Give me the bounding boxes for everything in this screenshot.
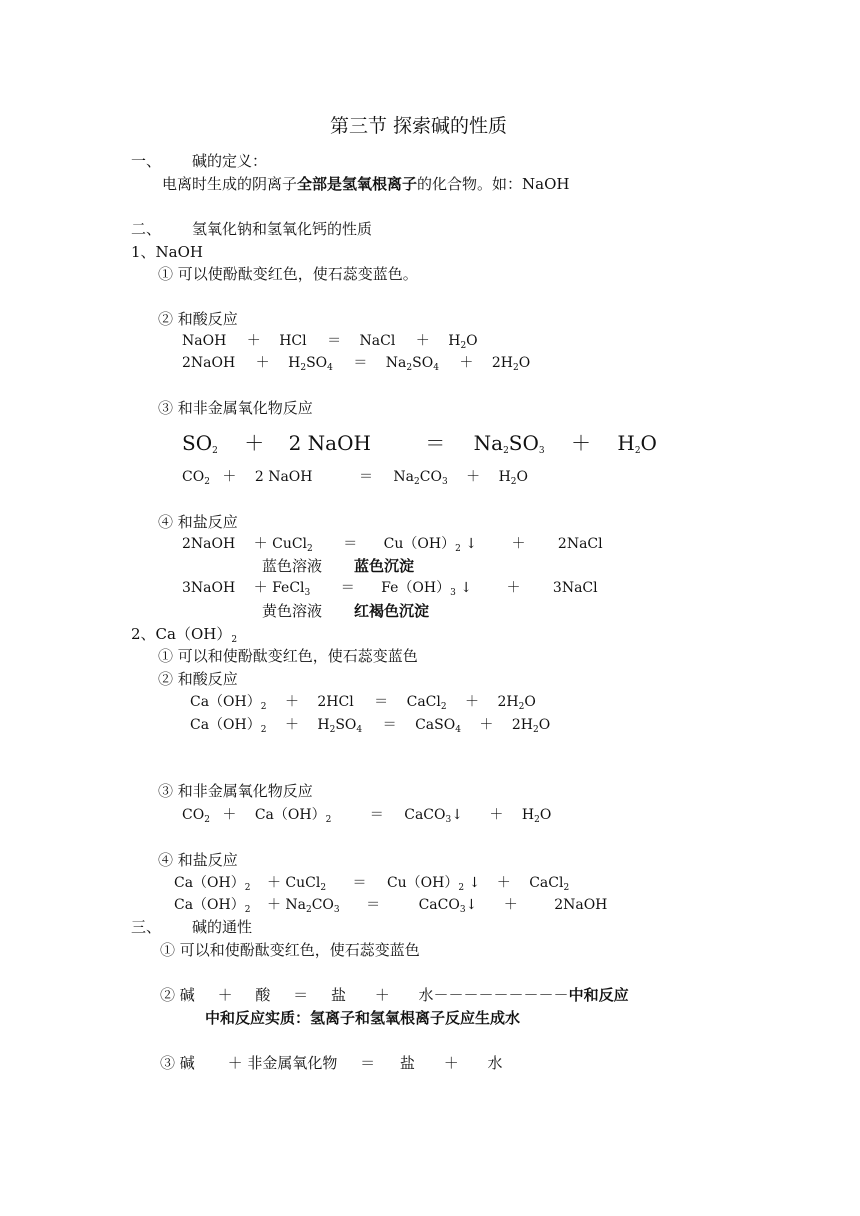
eq-term: ＋ CuCl2	[253, 536, 313, 554]
eq-term: 2NaCl	[557, 536, 603, 552]
eq-term: Na2SO3	[473, 431, 545, 456]
eq-plus: ＋	[459, 355, 474, 371]
eq-equals: ＝	[327, 333, 342, 349]
eq-term: Ca（OH）2	[174, 875, 251, 893]
section-1-heading: 碱的定义：	[192, 152, 268, 170]
eq-term: 2H2O	[491, 355, 531, 373]
eq-term: CaCl2	[406, 694, 447, 712]
section-3-number: 三、	[131, 918, 162, 936]
caoh-property-1: ① 可以和使酚酞变红色，使石蕊变蓝色	[158, 647, 418, 665]
eq-term: Na2SO4	[385, 355, 439, 373]
eq-plus: ＋	[443, 1054, 459, 1072]
eq-term: Fe（OH）3 ↓	[381, 580, 473, 598]
eq-equals: ＝	[366, 897, 381, 913]
naoh-heading: 1、NaOH	[131, 243, 203, 261]
eq-equals: ＝	[425, 431, 446, 455]
page-title: 第三节 探索碱的性质	[330, 115, 508, 137]
eq-term: 2NaOH	[554, 897, 608, 913]
naoh-property-2: ② 和酸反应	[158, 310, 238, 328]
eq-plus: ＋	[466, 469, 481, 485]
eq-term: CO2	[182, 807, 210, 825]
naoh-oxide-equation-2	[182, 467, 528, 492]
eq-term: H2SO4	[288, 355, 333, 373]
eq-term: Ca（OH）2	[190, 717, 267, 735]
eq-plus: ＋	[244, 431, 265, 455]
eq-term: ＋ FeCl3	[253, 580, 311, 598]
caoh-acid-equation-1	[190, 692, 536, 717]
eq-plus: ＋	[217, 986, 233, 1004]
general-property-2	[160, 985, 629, 1005]
section-1-number: 一、	[131, 152, 162, 170]
eq-plus: ＋	[571, 431, 591, 455]
eq-term: 2 NaOH	[288, 431, 371, 455]
base-definition	[162, 174, 569, 194]
eq-plus: ＋	[374, 986, 390, 1004]
eq-term: 酸	[255, 986, 271, 1004]
eq-plus: ＋	[284, 717, 299, 733]
eq-term: H2O	[617, 431, 657, 456]
eq-term: ＋ Na2CO3	[266, 897, 340, 915]
eq-plus: ＋	[255, 355, 270, 371]
eq-plus: ＋	[496, 875, 511, 891]
definition-text-c: 的化合物。如：NaOH	[417, 175, 570, 193]
eq-term: 2HCl	[317, 694, 354, 710]
solution-color-note: 蓝色溶液	[262, 557, 323, 575]
eq-term: HCl	[279, 333, 307, 349]
caoh-heading: 2、$Ca(OH)_2$	[131, 625, 238, 645]
eq-plus: ＋	[465, 694, 480, 710]
eq-term: Ca（OH）2	[190, 694, 267, 712]
eq-term: 2NaOH	[182, 355, 236, 371]
eq-plus: ＋	[222, 469, 237, 485]
solution-color-note: 黄色溶液	[262, 602, 323, 620]
eq-plus: ＋	[503, 897, 518, 913]
eq-term: 3NaCl	[552, 580, 598, 596]
section-2-number: 二、	[131, 220, 162, 238]
eq-term: Ca（OH）2	[174, 897, 251, 915]
eq-term: CO2	[182, 469, 210, 487]
eq-term: Cu（OH）2 ↓	[386, 875, 481, 893]
eq-plus: ＋	[246, 333, 261, 349]
eq-plus: ＋	[415, 333, 430, 349]
naoh-salt-note-2	[262, 601, 429, 621]
general-property-3	[160, 1053, 503, 1073]
eq-term: 盐	[330, 986, 346, 1004]
caoh-property-3: ③ 和非金属氧化物反应	[158, 782, 313, 800]
eq-term: NaOH	[182, 333, 227, 349]
eq-term: 3NaOH	[182, 580, 236, 596]
eq-term: CaCl2	[529, 875, 570, 893]
eq-plus: ＋	[479, 717, 494, 733]
caoh-property-2: ② 和酸反应	[158, 670, 238, 688]
naoh-property-4: ④ 和盐反应	[158, 513, 238, 531]
eq-term: 2H2O	[511, 717, 551, 735]
caoh-oxide-equation	[182, 805, 551, 830]
eq-term: Na2CO3	[393, 469, 448, 487]
eq-term: 2 NaOH	[254, 469, 313, 485]
eq-term: CaSO4	[415, 717, 461, 735]
neutralization-label: 中和反应	[568, 986, 629, 1004]
eq-term: ② 碱	[160, 986, 195, 1004]
eq-equals: ＝	[382, 717, 397, 733]
eq-equals: ＝	[343, 536, 358, 552]
eq-plus: ＋	[284, 694, 299, 710]
eq-plus: ＋	[511, 536, 526, 552]
eq-term: ＋ CuCl2	[266, 875, 327, 893]
eq-term: 2H2O	[497, 694, 536, 712]
eq-term: H2O	[521, 807, 552, 825]
precipitate-color-note: 蓝色沉淀	[354, 557, 415, 575]
eq-term: 2NaOH	[182, 536, 236, 552]
eq-term: Cu（OH）2 ↓	[383, 536, 478, 554]
naoh-salt-equation-2	[182, 578, 598, 603]
eq-plus: ＋	[506, 580, 521, 596]
caoh-property-4: ④ 和盐反应	[158, 851, 238, 869]
precipitate-color-note: 红褐色沉淀	[354, 602, 430, 620]
eq-term: CaCO3↓	[404, 807, 463, 825]
section-2-heading: 氢氧化钠和氢氧化钙的性质	[192, 220, 373, 238]
naoh-acid-equation-2	[182, 353, 530, 378]
definition-emphasis: 全部是氢氧根离子	[297, 175, 418, 193]
eq-term: H2SO4	[317, 717, 363, 735]
eq-term: SO2	[182, 431, 218, 456]
naoh-property-3: ③ 和非金属氧化物反应	[158, 399, 313, 417]
eq-plus: ＋	[222, 807, 237, 823]
section-3-heading: 碱的通性	[192, 918, 253, 936]
eq-equals: ＝	[374, 694, 389, 710]
naoh-oxide-equation-1	[182, 430, 657, 464]
naoh-salt-note-1	[262, 556, 414, 576]
eq-term: 水－－－－－－－－－	[418, 986, 569, 1004]
eq-term: CaCO3↓	[418, 897, 478, 915]
eq-term: 盐	[399, 1054, 415, 1072]
naoh-property-1: ① 可以使酚酞变红色，使石蕊变蓝色。	[158, 265, 418, 283]
eq-equals: ＝	[353, 355, 368, 371]
caoh-acid-equation-2	[190, 715, 550, 740]
eq-equals: ＝	[358, 469, 373, 485]
definition-text-a: 电离时生成的阴离子	[162, 175, 298, 193]
eq-term: NaCl	[359, 333, 396, 349]
eq-term: ③ 碱	[160, 1054, 195, 1072]
general-property-1: ① 可以和使酚酞变红色，使石蕊变蓝色	[160, 941, 420, 959]
eq-equals: ＝	[340, 580, 355, 596]
eq-equals: ＝	[352, 875, 367, 891]
eq-term: H2O	[448, 333, 478, 351]
eq-term: 水	[487, 1054, 503, 1072]
eq-equals: ＝	[293, 986, 309, 1004]
eq-term: ＋ 非金属氧化物	[227, 1054, 338, 1072]
neutralization-essence: 中和反应实质：氢离子和氢氧根离子反应生成水	[205, 1009, 521, 1027]
eq-term: H2O	[498, 469, 529, 487]
eq-plus: ＋	[489, 807, 504, 823]
eq-equals: ＝	[360, 1054, 376, 1072]
eq-equals: ＝	[369, 807, 384, 823]
eq-term: Ca（OH）2	[254, 807, 332, 825]
